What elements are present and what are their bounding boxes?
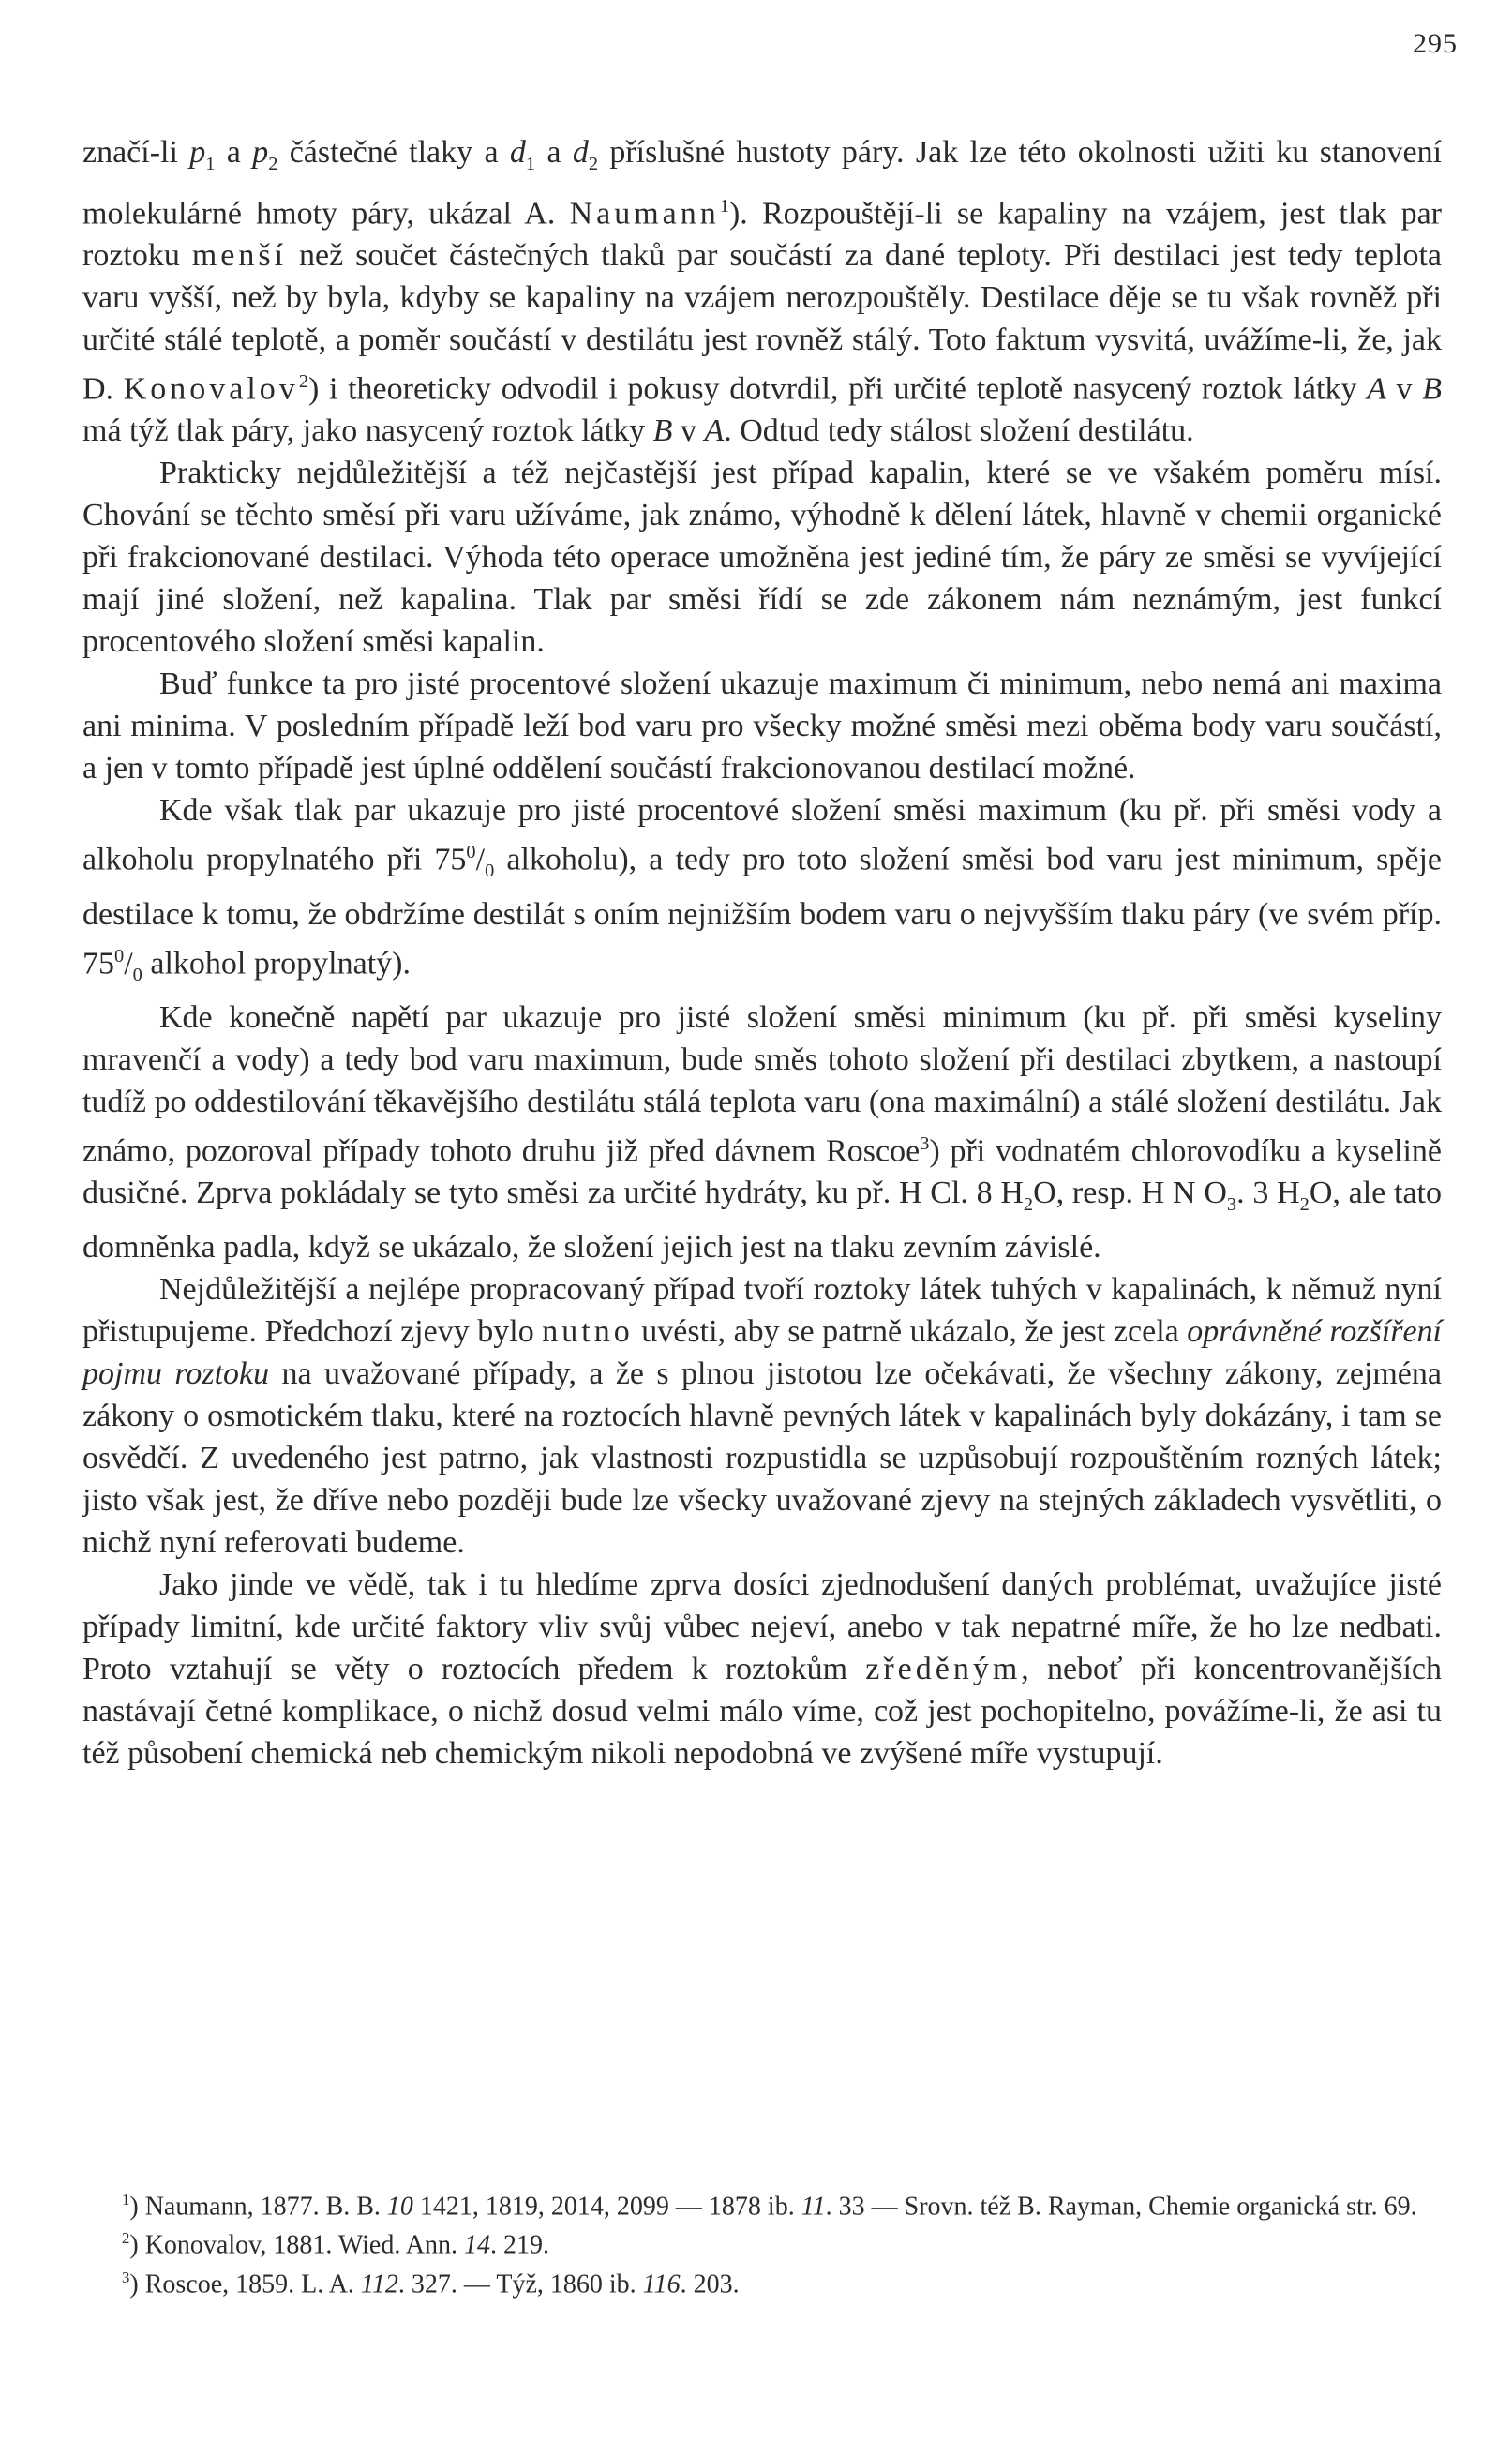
paragraph-text: než součet částečných tlaků par součástí za dané teploty. Při destilaci jest tedy teplota varu vyšší, než by byla, kdyby se kapaliny na vzájem nerozpouštěly. Destilace děje se tu však rovněž při určité stálé teplotě, a poměr součástí v destilátu jest rovněž stálý. Toto faktum vysvitá, uvážíme-li, že, jak D. [82, 238, 1442, 407]
paragraph-text: 0 [485, 861, 495, 882]
paragraph-text: B [1422, 371, 1442, 407]
footnote-text: ) Naumann, 1877. B. B. [129, 2192, 387, 2222]
footnote [82, 2223, 1442, 2261]
paragraph-text: nutno [542, 1313, 634, 1349]
paragraph-text: / [124, 945, 133, 981]
footnote [82, 2184, 1442, 2223]
footnote-text: . 33 — Srovn. též B. Rayman, Chemie organická str. 69. [825, 2192, 1417, 2222]
paragraph-text: zředěným [865, 1651, 1022, 1686]
paragraph-text: Prakticky nejdůležitější a též nejčastější jest případ kapalin, které se ve všakém poměru mísí. Chování se těchto směsí při varu užíváme, jak známo, výhodně k dělení látek, hlavně v chemii organické při frakcionované destilaci. Výhoda této operace umožněna jest jediné tím, že páry ze směsi se vyvíjející mají jiné složení, než kapalina. Tlak par směsi řídí se zde zákonem nám neznámým, jest funkcí procentového složení směsi kapalin. [82, 456, 1442, 660]
paragraph-text: uvésti, aby se patrně ukázalo, že jest zcela [633, 1313, 1188, 1349]
paragraph-text: , neboť při koncentrovanějších nastávají četné komplikace, o nichž dosud velmi málo víme, což jest pochopitelno, povážíme-li, že asi tu též působení chemická neb chemickým nikoli nepodobná ve zvýšené míře vystupují. [82, 1651, 1442, 1771]
paragraph-text: Konovalov [123, 371, 299, 407]
paragraph-text: . Odtud tedy stálost složení destilátu. [724, 413, 1194, 449]
footnote-text: 1 [122, 2191, 130, 2209]
paragraph-text: značí-li [82, 135, 190, 170]
paragraph-text: Jako jinde ve vědě, tak i tu hledíme zprva dosíci zjednodušení daných problémat, uvažujíce jisté případy limitní, kde určité faktory vliv svůj vůbec nejeví, anebo v tak nepatrné míře, že ho lze nedbati. Proto vztahují se věty o roztocích předem k roztokům [82, 1566, 1442, 1686]
paragraph-text: d [572, 135, 589, 170]
paragraph-text: 2 [1299, 1193, 1310, 1215]
page-number: 295 [1413, 28, 1458, 59]
paragraph-text: 3 [920, 1132, 930, 1154]
paragraph [82, 131, 1442, 452]
footnote-text: 2 [122, 2229, 130, 2248]
paragraph [82, 789, 1442, 996]
paragraph-text: ) i theoreticky odvodil i pokusy dotvrdil, při určité teplotě nasycený roztok látky [308, 371, 1368, 407]
paragraph-text: 2 [298, 371, 309, 393]
footnote-text: . 327. — Týž, 1860 ib. [397, 2269, 643, 2299]
footnotes [82, 2184, 1442, 2300]
paragraph-text: O, resp. H N O [1033, 1176, 1227, 1211]
paragraph-text: . 3 H [1236, 1176, 1300, 1211]
paragraph-text: Naumann [569, 196, 720, 232]
paragraph-text: d [509, 135, 526, 170]
paragraph-text: p [189, 135, 206, 170]
paragraph [82, 1564, 1442, 1775]
paragraph-text: B [652, 413, 673, 449]
paragraph-text: a [535, 135, 573, 170]
paragraph-text: 1 [205, 153, 216, 174]
paragraph-text: alkoholu), a tedy pro toto složení směsi bod varu jest minimum, spěje destilace k tomu, že obdržíme destilát s oním nejnižším bodem varu o nejvyšším tlaku páry (ve svém příp. 75 [82, 842, 1442, 981]
paragraph-text: částečné tlaky a [277, 135, 510, 170]
paragraph-text: v [672, 413, 705, 449]
paragraph-text: alkohol propylnatý). [142, 945, 411, 981]
footnote-text: 1421, 1819, 2014, 2099 — 1878 ib. [412, 2192, 801, 2222]
body-text [82, 131, 1442, 1775]
paragraph-text: 0 [466, 842, 476, 863]
paragraph [82, 996, 1442, 1268]
paragraph-text: ) při vodnatém chlorovodíku a kyselině dusičné. Zprva pokládaly se tyto směsi za určité hydráty, ku př. H Cl. 8 H [82, 1133, 1442, 1211]
paragraph-text: ). Rozpouštějí-li se kapaliny na vzájem, jest tlak par roztoku [82, 196, 1442, 274]
paragraph [82, 1268, 1442, 1564]
footnote-text: 14 [464, 2230, 491, 2260]
paragraph-text: Kde však tlak par ukazuje pro jisté procentové složení směsi maximum (ku př. při směsi vody a alkoholu propylnatého při 75 [82, 793, 1442, 877]
footnote-text: 112 [360, 2269, 398, 2299]
paragraph-text: 2 [1023, 1193, 1034, 1215]
paragraph-text: 0 [114, 945, 125, 966]
footnote-text: 10 [386, 2192, 413, 2222]
paragraph-text: O, ale tato domněnka padla, když se ukázalo, že složení jejich jest na tlaku zevním závislé. [82, 1176, 1442, 1265]
paragraph-text: na uvažované případy, a že s plnou jistotou lze očekávati, že všechny zákony, zejména zákony o osmotickém tlaku, které na roztocích hlavně pevných látek v kapalinách byly dokázány, i tam se osvědčí. Z uvedeného jest patrno, jak vlastnosti rozpustidla se uzpůsobují rozpouštěním rozných látek; jisto však jest, že dříve nebo později bude lze všecky uvažované zjevy na stejných základech vysvětliti, o nichž nyní referovati budeme. [82, 1355, 1442, 1560]
footnote-text: ) Roscoe, 1859. L. A. [129, 2269, 361, 2299]
paragraph-text: 3 [1226, 1193, 1237, 1215]
paragraph-text: 2 [588, 153, 599, 174]
footnote [82, 2262, 1442, 2300]
paragraph-text: příslušné hustoty páry. Jak lze této okolnosti užiti ku stanovení molekulárné hmoty páry, ukázal A. [82, 135, 1443, 232]
paragraph-text: 2 [268, 153, 278, 174]
paragraph-text: v [1385, 371, 1423, 407]
paragraph [82, 452, 1442, 663]
paragraph-text: A [1367, 371, 1386, 407]
footnote-text: . 203. [680, 2269, 740, 2299]
footnote-text: ) Konovalov, 1881. Wied. Ann. [129, 2230, 465, 2260]
paragraph-text: oprávněné rozšíření pojmu roztoku [82, 1313, 1443, 1391]
footnote-text: 11 [801, 2192, 826, 2222]
paragraph-text: p [252, 135, 269, 170]
paragraph-text: / [475, 842, 486, 877]
paragraph-text: A [704, 413, 725, 449]
paragraph-text: 0 [132, 964, 142, 985]
paragraph-text: 1 [719, 195, 729, 217]
paragraph-text: Nejdůležitější a nejlépe propracovaný případ tvoří roztoky látek tuhých v kapalinách, k němuž nyní přistupujeme. Předchozí zjevy bylo [82, 1271, 1442, 1349]
paragraph [82, 663, 1442, 789]
paragraph-text: 1 [525, 153, 536, 174]
footnote-text: . 219. [490, 2230, 550, 2260]
paragraph-text: Buď funkce ta pro jisté procentové složení ukazuje maximum či minimum, nebo nemá ani maxima ani minima. V posledním případě leží bod varu pro všecky možné směsi mezi oběma body varu součástí, a jen v tomto případě jest úplné oddělení součástí frakcionovanou destilací možné. [82, 666, 1442, 786]
paragraph-text: má týž tlak páry, jako nasycený roztok látky [82, 413, 653, 449]
footnote-text: 3 [122, 2268, 130, 2286]
footnote-text: 116 [642, 2269, 681, 2299]
paragraph-text: menší [191, 238, 288, 274]
paragraph-text: a [215, 135, 253, 170]
paragraph-text: Kde konečně napětí par ukazuje pro jisté složení směsi minimum (ku př. při směsi kyseliny mravenčí a vody) a tedy bod varu maximum, bude směs tohoto složení při destilaci zbytkem, a nastoupí tudíž po oddestilování těkavějšího destilátu stálá teplota varu (ona maximální) a stálé složení destilátu. Jak známo, pozoroval případy tohoto druhu již před dávnem Roscoe [82, 999, 1442, 1169]
